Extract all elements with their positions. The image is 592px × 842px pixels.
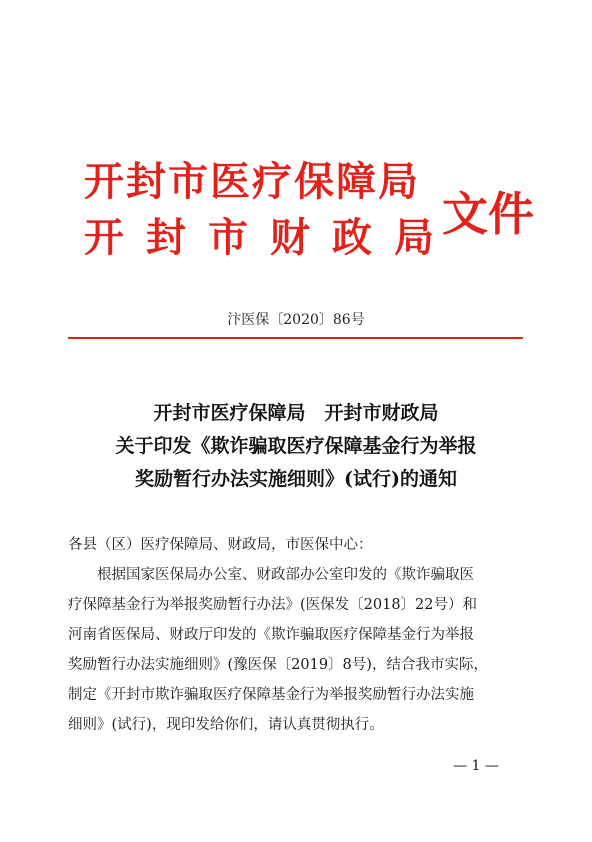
issuer-finance-bureau: 开封市财政局 [84, 214, 456, 261]
document-number: 汴医保〔2020〕86号 [227, 312, 365, 328]
document-title [0, 397, 592, 496]
paragraph-line: 制定《开封市欺诈骗取医疗保障基金行为举报奖励暂行办法实施 [68, 687, 474, 703]
paragraph-line: 河南省医保局、财政厅印发的《欺诈骗取医疗保障基金行为举报 [68, 627, 474, 643]
document-header [84, 148, 544, 278]
document-type-label: 文件 [442, 187, 534, 241]
title-line-1: 开封市医疗保障局 开封市财政局 [153, 402, 439, 424]
title-line-2: 关于印发《欺诈骗取医疗保障基金行为举报 [115, 435, 477, 457]
title-line-3: 奖励暂行办法实施细则》(试行)的通知 [135, 468, 457, 490]
salutation: 各县（区）医疗保障局、财政局，市医保中心： [68, 537, 373, 553]
paragraph-line: 奖励暂行办法实施细则》(豫医保〔2019〕8号)，结合我市实际， [68, 657, 488, 673]
document-body [68, 530, 528, 740]
paragraph-line: 细则》(试行)，现印发给你们，请认真贯彻执行。 [68, 717, 384, 733]
page-number: — 1 — [453, 758, 499, 774]
paragraph-line: 疗保障基金行为举报奖励暂行办法》(医保发〔2018〕22号）和 [68, 597, 478, 613]
paragraph-line: 根据国家医保局办公室、财政部办公室印发的《欺诈骗取医 [97, 567, 474, 583]
red-divider-line [68, 337, 523, 339]
issuer-medical-security-bureau: 开封市医疗保障局 [84, 158, 420, 205]
